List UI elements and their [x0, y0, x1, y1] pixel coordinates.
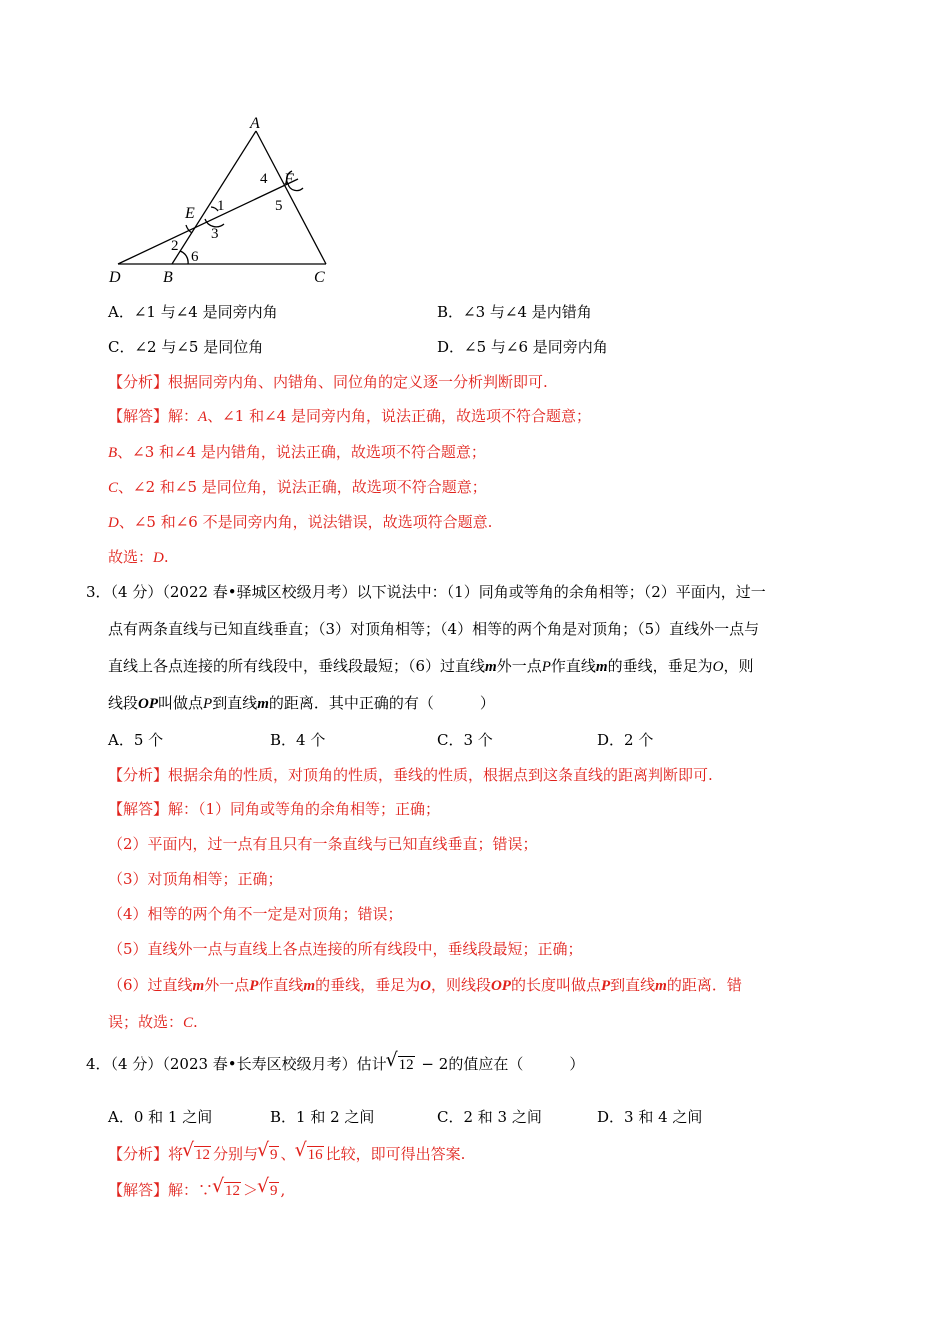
q2-choose: 故选：D. — [108, 548, 169, 566]
q3-line3: 直线上各点连接的所有线段中，垂线段最短；（6）过直线m外一点P作直线m的垂线，垂足为O，则 — [108, 657, 754, 675]
q3-line4: 线段OP叫做点P到直线m的距离．其中正确的有（ ） — [108, 694, 495, 712]
point-label-B: B — [163, 269, 173, 286]
sqrt-9-analysis: √ 9 — [258, 1144, 279, 1165]
sqrt-12-answer: √ 12 — [213, 1180, 241, 1201]
q3-line1: 3．（4 分）（2022 春•驿城区校级月考）以下说法中：（1）同角或等角的余角相等；（2）平面内，过一 — [86, 583, 766, 601]
q2-answer-a: 【解答】解：A、∠1 和∠4 是同旁内角，说法正确，故选项不符合题意； — [108, 407, 591, 425]
q4-option-a: A．0 和 1 之间 — [108, 1108, 213, 1126]
segment-AC — [256, 131, 326, 264]
angle-label-3: 3 — [211, 226, 219, 242]
q3-answer-2: （2）平面内，过一点有且只有一条直线与已知直线垂直；错误； — [108, 835, 538, 853]
q3-option-d: D．2 个 — [597, 731, 654, 749]
q2-option-b: B．∠3 与∠4 是内错角 — [437, 303, 592, 321]
q3-answer-1: 【解答】解：（1）同角或等角的余角相等；正确； — [108, 800, 441, 818]
q3-option-b: B．4 个 — [270, 731, 326, 749]
angle-label-1: 1 — [217, 198, 225, 214]
q4-analysis: 【分析】将√ 12 分别与√ 9 、√ 16 比较，即可得出答案. — [108, 1144, 465, 1165]
point-label-F: F — [284, 171, 294, 188]
angle-label-4: 4 — [260, 171, 268, 187]
q3-answer-5: （5）直线外一点与直线上各点连接的所有线段中，垂线段最短；正确； — [108, 940, 583, 958]
q4-option-d: D．3 和 4 之间 — [597, 1108, 703, 1126]
q3-analysis: 【分析】根据余角的性质，对顶角的性质，垂线的性质，根据点到这条直线的距离判断即可. — [108, 766, 713, 784]
arc-angle-6 — [180, 251, 188, 264]
q4-option-b: B．1 和 2 之间 — [270, 1108, 375, 1126]
angle-label-2: 2 — [171, 238, 179, 254]
sqrt-16-analysis: √ 16 — [296, 1144, 324, 1165]
q3-choose: 误；故选：C. — [108, 1013, 198, 1031]
sqrt-12-analysis: √ 12 — [183, 1144, 211, 1165]
q2-answer-d: D、∠5 和∠6 不是同旁内角，说法错误，故选项符合题意. — [108, 513, 493, 531]
point-label-A: A — [250, 115, 260, 132]
q4-answer: 【解答】解：∵√ 12 ＞√ 9 , — [108, 1180, 285, 1201]
point-label-C: C — [314, 269, 325, 286]
q2-option-a: A．∠1 与∠4 是同旁内角 — [108, 303, 278, 321]
q2-analysis: 【分析】根据同旁内角、内错角、同位角的定义逐一分析判断即可. — [108, 373, 548, 391]
q3-answer-6: （6）过直线m外一点P作直线m的垂线，垂足为O，则线段OP的长度叫做点P到直线m的距离．错 — [108, 976, 742, 994]
q4-option-c: C．2 和 3 之间 — [437, 1108, 542, 1126]
point-label-E: E — [185, 205, 195, 222]
point-label-D: D — [109, 269, 121, 286]
q2-option-d: D．∠5 与∠6 是同旁内角 — [437, 338, 608, 356]
sqrt-12: √ 12 — [387, 1054, 415, 1075]
segment-DF — [118, 179, 298, 264]
q2-option-c: C．∠2 与∠5 是同位角 — [108, 338, 264, 356]
q3-answer-4: （4）相等的两个角不一定是对顶角；错误； — [108, 905, 403, 923]
q3-line2: 点有两条直线与已知直线垂直；（3）对顶角相等；（4）相等的两个角是对顶角；（5）直线外一点与 — [108, 620, 760, 638]
triangle-figure — [0, 0, 950, 300]
q3-answer-3: （3）对顶角相等；正确； — [108, 870, 283, 888]
q2-answer-b: B、∠3 和∠4 是内错角，说法正确，故选项不符合题意； — [108, 443, 486, 461]
q2-answer-c: C、∠2 和∠5 是同位角，说法正确，故选项不符合题意； — [108, 478, 487, 496]
angle-label-5: 5 — [275, 198, 283, 214]
q4-stem: 4．（4 分）（2023 春•长寿区校级月考）估计√ 12 − 2的值应在（ ） — [86, 1054, 584, 1075]
q3-option-a: A．5 个 — [108, 731, 164, 749]
segment-AB — [172, 131, 256, 264]
q3-option-c: C．3 个 — [437, 731, 493, 749]
sqrt-9-answer: √ 9 — [258, 1180, 279, 1201]
angle-label-6: 6 — [191, 249, 199, 265]
